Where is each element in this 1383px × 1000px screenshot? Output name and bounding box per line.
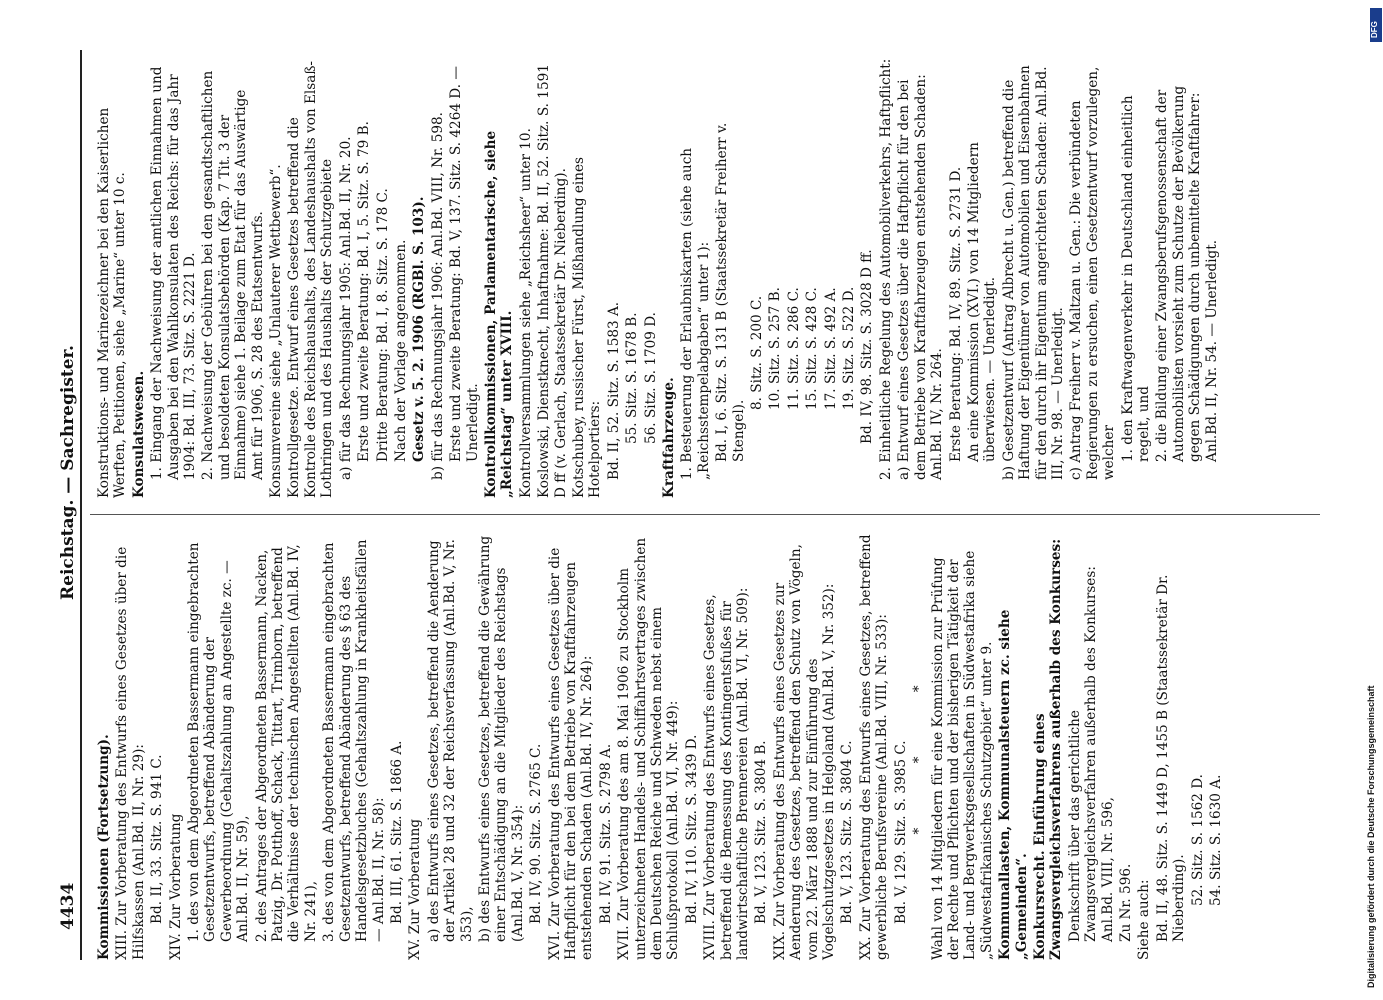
entry-ref: An eine Kommission (XVI.) von 14 Mitgliedern überwiesen. — Unerledigt. (965, 142, 999, 462)
entry-ref: 10. Sitz. S. 257 B. (767, 287, 784, 410)
entry-ref: Bd. V, 123. Sitz. S. 3804 C. (839, 740, 856, 924)
entry-ref: Bd. I, 6. Sitz. S. 131 B (Staatssekretär Freiherr v. Stengel). (714, 122, 747, 462)
header-rule (80, 50, 82, 960)
entry: XIII. Zur Vorberatung des Entwurfs eines Gesetzes über die Hilfskassen (Anl.Bd. II, Nr. 29): (114, 546, 147, 960)
entry-ref: Bd. V, 129. Sitz. S. 3985 C. (892, 740, 909, 924)
entry-ref: Bd. II, 33. Sitz. S. 941 C. (149, 754, 166, 924)
left-column (96, 530, 1226, 960)
entry-heading: Kotschubey, russischer Fürst, Mißhandlung eines Hotelportiers: (570, 156, 604, 498)
entry-ref: Gesetz v. 5. 2. 1906 (RGBl. S. 103). (411, 196, 428, 462)
entry-sub: Zu Nr. 596. (1117, 863, 1134, 942)
entry-ref: Erste und zweite Beratung: Bd. V, 137. Sitz. S. 4264 D. — Unerledigt. (448, 66, 481, 462)
digitization-note (1366, 8, 1380, 988)
entry-ref: Bd. II, 52. Sitz. S. 1583 A. (605, 301, 622, 480)
entry: Siehe auch: (1136, 879, 1153, 960)
entry-ref: Bd. IV, 90. Sitz. S. 2765 C. (528, 743, 545, 924)
entry-heading: Kommunallasten, Kommunalsteuern zc. siehe „Gemeinden“. (997, 609, 1030, 960)
entry-heading: Koslowski, Dienstknecht, Inhaftnahme: Bd. II, 52. Sitz. S. 1591 D ff (v. Gerlach, Staatssekretär Dr. Nieberding). (536, 64, 569, 498)
entry: XIX. Zur Vorberatung des Entwurfs eines Gesetzes zur Aenderung des Gesetzes, betreffend den Schutz von Vögeln, vom 22. März 1888 und zur Einführung des Vogelschutzgesetzes in Helgoland (Anl.Bd. V, Nr. 352): (771, 544, 838, 960)
page-header (58, 60, 88, 960)
entry-sub: 2. die Bildung einer Zwangsberufsgenossenschaft der Automobilisten vorsieht zum Schutze der Bevölkerung gegen Schädigungen durch unbemittelte Kraftfahrer: Anl.Bd. II, Nr. 54. — Unerledigt. (1154, 85, 1220, 462)
entry-ref: 55. Sitz. S. 1678 B. (624, 312, 641, 444)
entry-heading: Kraftfahrzeuge. (661, 377, 677, 498)
entry-heading: Kontrollgesetze. Entwurf eines Gesetzes betreffend die Kontrolle des Reichshaushalts, des Landeshaushalts von Elsaß-Lothringen und des Haushalts der Schutzgebiete (286, 60, 336, 498)
entry-ref: 56. Sitz. S. 1709 D. (642, 312, 659, 444)
entry: XVII. Zur Vorberatung des am 8. Mai 1906 zu Stockholm unterzeichneten Handels- und Schiffahrtsvertrages zwischen dem Deutschen Reiche und Schweden nebst einem Schlußprotokoll (Anl.Bd. VI, Nr. 449): (616, 537, 682, 960)
entry-sub: 1. des von dem Abgeordneten Bassermann eingebrachten Gesetzentwurfs, betreffend Abänderung der Gewerbeordnung (Gehaltszahlung an Angestellte zc. — Anl.Bd. II, Nr. 59), (186, 542, 252, 942)
entry-heading: Konsumvereine siehe „Unlauterer Wettbewerb“. (268, 164, 285, 498)
entry-heading: Kontrollversammlungen siehe „Reichsheer“ unter 10. (517, 128, 534, 498)
entry-sub: 2. Einheitliche Regelung des Automobilverkehrs, Haftpflicht: (877, 58, 894, 480)
entry-sub: a) Entwurf eines Gesetzes über die Haftpflicht für den bei dem Betriebe von Kraftfahrzeugen entstehenden Schaden: Anl.Bd. IV, Nr. 264. (896, 74, 946, 480)
entry-ref: 52. Sitz. S. 1562 D. (1189, 774, 1206, 906)
entry: XV. Zur Vorberatung (407, 818, 424, 960)
entry-sub: 1. Eingang der Nachweisung der amtlichen Einnahmen und Ausgaben bei den Wahlkonsulaten des Reichs: für das Jahr 1904: Bd. III, 73. Sitz. S. 2221 D. (149, 66, 199, 480)
entry-ref: Nach der Vorlage angenommen. (392, 239, 409, 462)
entry-sub: b) des Entwurfs eines Gesetzes, betreffend die Gewährung einer Entschädigung an die Mitglieder des Reichstags (Anl.Bd. V, Nr. 354): (476, 535, 526, 942)
entry-ref: 15. Sitz. S. 428 C. (804, 287, 821, 410)
entry-ref: Bd. II, 48. Sitz. S. 1449 D, 1455 B (Staatssekretär Dr. Nieberding). (1154, 574, 1188, 942)
entry-ref: Bd. IV, 98. Sitz. S. 3028 D ff. (859, 249, 876, 444)
entry-ref: 8. Sitz. S. 200 C. (749, 295, 766, 410)
entry: Wahl von 14 Mitgliedern für eine Kommission zur Prüfung der Rechte und Pflichten und der bisherigen Tätigkeit der Land- und Bergwerksgesellschaften in Südwestafrika siehe „Südwestafrikanisches Schutzgebiet“ unter 9. (929, 550, 995, 960)
entry: XVI. Zur Vorberatung des Entwurfs eines Gesetzes über die Haftpflicht für den bei dem Betriebe von Kraftfahrzeugen entstehenden Schaden (Anl.Bd. IV, Nr. 264): (546, 547, 596, 960)
column-separator (90, 514, 1320, 515)
entry-ref: Bd. IV, 91. Sitz. S. 2798 A. (597, 743, 614, 924)
right-column (96, 58, 1222, 498)
entry-sub: 2. Nachweisung der Gebühren bei den gesandtschaftlichen und besoldeten Konsulatsbehörden (Kap. 7 Tit. 3 der Einnahme) siehe 1. Beilage zum Etat für das Auswärtige Amt für 1906, S. 28 des Etatsentwurfs. (200, 70, 266, 480)
entry-heading: Konstruktions- und Marinezeichner bei den Kaiserlichen Werften, Petitionen, siehe „Marine“ unter 10 c. (96, 107, 129, 498)
digitization-note-text: Digitalisierung gefördert durch die Deutsche Forschungsgemeinschaft (1366, 685, 1376, 988)
entry: XIV. Zur Vorberatung (167, 813, 184, 960)
entry-ref: Bd. III, 61. Sitz. S. 1866 A. (388, 740, 405, 924)
page-title: Reichstag. — Sachregister. (58, 345, 78, 600)
entry-ref: Bd. IV, 110. Sitz. S. 3439 D. (683, 734, 700, 924)
entry-heading: Kommissionen (Fortsetzung). (96, 734, 112, 960)
entry-sub: b) Gesetzentwurf (Antrag Albrecht u. Gen.) betreffend die Haftung der Eigentümer von Automobilen und Eisenbahnen für den durch ihr Eigentum angerichteten Schaden: Anl.Bd. III, Nr. 98. — Unerledigt. (1000, 65, 1066, 480)
entry: XVIII. Zur Vorberatung des Entwurfs eines Gesetzes, betreffend die Bemessung des Kontingentsfußes für landwirtschaftliche Brennereien (Anl.Bd. VI, Nr. 509): (702, 587, 752, 960)
entry-sub: 3. des von dem Abgeordneten Bassermann eingebrachten Gesetzentwurfs, betreffend Abänderung des § 63 des Handelsgesetzbuches (Gehaltszahlung in Krankheitsfällen — Anl.Bd. II, Nr. 58): (321, 539, 387, 942)
entry-ref: Erste Beratung: Bd. IV, 89. Sitz. S. 2731 D. (947, 166, 964, 462)
entry-ref: 11. Sitz. S. 286 C. (785, 287, 802, 410)
entry-sub: 1. den Kraftwagenverkehr in Deutschland einheitlich regelt, und (1119, 95, 1152, 462)
entry-ref: 17. Sitz. S. 492 A. (822, 287, 839, 410)
dfg-logo (1370, 8, 1382, 42)
page-number: 4434 (58, 882, 78, 930)
entry-sub: Denkschrift über das gerichtliche Zwangsvergleichsverfahren außerhalb des Konkurses: Anl.Bd. VIII, Nr. 596, (1066, 566, 1116, 942)
entry-sub: c) Antrag Freiherr v. Maltzan u. Gen.: Die verbündeten Regierungen zu ersuchen, einen Gesetzentwurf vorzulegen, welcher (1068, 66, 1118, 480)
entry: XX. Zur Vorberatung des Entwurfs eines Gesetzes, betreffend gewerbliche Berufsvereine (Anl.Bd. VIII, Nr. 533): (857, 534, 891, 960)
entry-sub: b) für das Rechnungsjahr 1906: Anl.Bd. VIII, Nr. 598. (429, 112, 446, 480)
dfg-logo-text: DFG (1370, 21, 1379, 38)
entry-heading: Konkursrecht. Einführung eines Zwangsvergleichsverfahrens außerhalb des Konkurses: (1031, 538, 1065, 960)
entry-ref: 19. Sitz. S. 522 D. (841, 286, 858, 410)
entry-ref: Dritte Beratung: Bd. I, 8. Sitz. S. 178 C. (374, 188, 391, 462)
entry-ref: Bd. V, 123. Sitz. S. 3804 B. (753, 740, 770, 924)
entry-sub: a) des Entwurfs eines Gesetzes, betreffend die Aenderung der Artikel 28 und 32 der Reichsverfassung (Anl.Bd. V, Nr. 353), (425, 539, 475, 942)
entry-heading: Kontrollkommissionen, Parlamentarische, siehe „Reichstag“ unter XVIII. (482, 130, 516, 498)
section-stars: * * * (911, 655, 928, 835)
entry-sub: 2. des Antrages der Abgeordneten Bassermann, Nacken, Patzig, Dr. Potthoff, Schack, Tittart, Trimborn, betreffend die Verhältnisse der technischen Angestellten (Anl.Bd. IV, Nr. 241), (253, 544, 319, 942)
entry-ref: Erste und zweite Beratung: Bd. I, 5. Sitz. S. 79 B. (356, 121, 373, 462)
entry-ref: 54. Sitz. S. 1630 A. (1208, 774, 1224, 906)
entry-sub: a) für das Rechnungsjahr 1905: Anl.Bd. II, Nr. 20. (337, 136, 354, 480)
entry-heading: Konsulatswesen. (130, 370, 147, 498)
entry-sub: 1. Besteuerung der Erlaubniskarten (siehe auch „Reichsstempelabgaben“ unter 1): (679, 147, 712, 480)
